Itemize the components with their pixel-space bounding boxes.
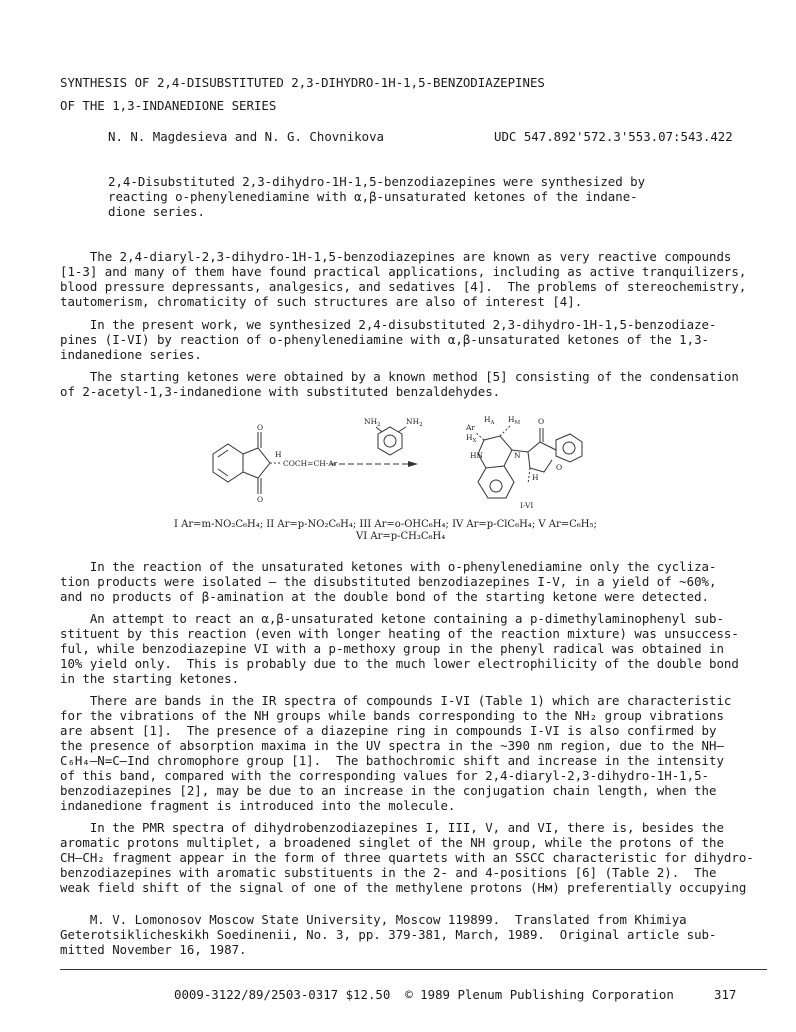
scheme-caption-line-2: VI Ar=p-CH₃C₆H₄ xyxy=(356,531,446,542)
body-line: 10% yield only. This is probably due to the much lower electrophilicity of the double bond xyxy=(60,656,739,671)
abstract-line: 2,4-Disubstituted 2,3-dihydro-1H-1,5-benzodiazepines were synthesized by xyxy=(108,174,646,189)
compound-range-label: I-VI xyxy=(520,501,534,510)
copyright-line: 0009-3122/89/2503-0317 $12.50 © 1989 Plenum Publishing Corporation xyxy=(174,987,674,1002)
title-line-2: OF THE 1,3-INDANEDIONE SERIES xyxy=(60,98,277,113)
body-line: the presence of absorption maxima in the UV spectra in the ~390 nm region, due to the NH— xyxy=(60,738,724,753)
body-line: of this band, compared with the corresponding values for 2,4-diaryl-2,3-dihydro-1H-1,5- xyxy=(60,768,710,783)
phenylenediamine-structure xyxy=(376,427,406,455)
body-line: tautomerism, chromaticity of such structures are also of interest [4]. xyxy=(60,294,583,309)
body-line: In the reaction of the unsaturated ketones with o-phenylenediamine only the cycliza- xyxy=(60,559,717,574)
benzodiazepine-structure xyxy=(475,426,582,498)
body-line: In the present work, we synthesized 2,4-disubstituted 2,3-dihydro-1H-1,5-benzodiaze- xyxy=(60,317,717,332)
footnote-line: M. V. Lomonosov Moscow State University, Moscow 119899. Translated from Khimiya xyxy=(60,912,687,927)
body-line: [1-3] and many of them have found practical applications, including as active tranquilizers, xyxy=(60,264,747,279)
body-line: are absent [1]. The presence of a diazepine ring in compounds I-VI is also confirmed by xyxy=(60,723,717,738)
scheme-h-label: H xyxy=(275,450,282,459)
scheme-o-label: O xyxy=(538,417,545,426)
reagent-nh2-left: $NH_2$ xyxy=(364,417,381,428)
hx-label: $H_X$ xyxy=(466,433,477,444)
hn-label: HN xyxy=(470,451,484,460)
scheme-o-label: O xyxy=(257,423,264,432)
scheme-chain-label: COCH=CH-Ar xyxy=(283,459,338,468)
abstract-line: reacting o-phenylenediamine with α,β-unsaturated ketones of the indane- xyxy=(108,189,638,204)
body-line: for the vibrations of the NH groups while bands corresponding to the NH₂ group vibrations xyxy=(60,708,724,723)
body-line: The 2,4-diaryl-2,3-dihydro-1H-1,5-benzodiazepines are known as very reactive compounds xyxy=(60,249,732,264)
body-line: of 2-acetyl-1,3-indanedione with substituted benzaldehydes. xyxy=(60,384,501,399)
body-line: indanedione fragment is introduced into the molecule. xyxy=(60,798,456,813)
body-line: pines (I-VI) by reaction of o-phenylenediamine with α,β-unsaturated ketones of the 1,3- xyxy=(60,332,710,347)
body-line: tion products were isolated — the disubstituted benzodiazepines I-V, in a yield of ~60%, xyxy=(60,574,717,589)
ar-label: Ar xyxy=(466,423,476,432)
body-line: An attempt to react an α,β-unsaturated ketone containing a p-dimethylaminophenyl sub- xyxy=(60,611,724,626)
footnote-line: Geterotsiklicheskikh Soedinenii, No. 3, pp. 379-381, March, 1989. Original article sub- xyxy=(60,927,717,942)
authors: N. N. Magdesieva and N. G. Chovnikova xyxy=(108,129,385,144)
body-line: CH—CH₂ fragment appear in the form of three quartets with an SSCC characteristic for dihydro- xyxy=(60,850,754,865)
body-line: There are bands in the IR spectra of compounds I-VI (Table 1) which are characteristic xyxy=(60,693,732,708)
reagent-nh2-right: $NH_2$ xyxy=(406,417,423,428)
ha-label: $H_A$ xyxy=(484,415,495,426)
body-line: benzodiazepines with aromatic substituents in the 2- and 4-positions [6] (Table 2). The xyxy=(60,865,717,880)
body-line: in the starting ketones. xyxy=(60,671,240,686)
body-line: C₆H₄—N=C—Ind chromophore group [1]. The bathochromic shift and increase in the intensity xyxy=(60,753,724,768)
body-line: ful, while benzodiazepine VI with a p-methoxy group in the phenyl radical was obtained in xyxy=(60,641,724,656)
body-line: indanedione series. xyxy=(60,347,202,362)
body-line: blood pressure depressants, analgesics, and sedatives [4]. The problems of stereochemistry, xyxy=(60,279,747,294)
indanedione-structure xyxy=(213,432,282,494)
body-line: benzodiazepines [2], may be due to an increase in the conjugation chain length, when the xyxy=(60,783,717,798)
scheme-o-label: O xyxy=(257,495,264,504)
hm-label: $H_M$ xyxy=(508,415,521,426)
n-label: N xyxy=(514,451,521,460)
title-line-1: SYNTHESIS OF 2,4-DISUBSTITUTED 2,3-DIHYDRO-1H-1,5-BENZODIAZEPINES xyxy=(60,75,545,90)
body-line: and no products of β-amination at the double bond of the starting ketone were detected. xyxy=(60,589,710,604)
body-line: In the PMR spectra of dihydrobenzodiazepines I, III, V, and VI, there is, besides the xyxy=(60,820,724,835)
body-line: weak field shift of the signal of one of the methylene protons (Hм) preferentially occupying xyxy=(60,880,747,895)
footnote-divider xyxy=(60,969,767,970)
h-label: H xyxy=(532,473,539,482)
page-number: 317 xyxy=(714,987,737,1002)
reaction-scheme xyxy=(0,410,796,515)
body-line: The starting ketones were obtained by a known method [5] consisting of the condensation xyxy=(60,369,739,384)
abstract-line: dione series. xyxy=(108,204,205,219)
udc-code: UDC 547.892'572.3'553.07:543.422 xyxy=(494,129,733,144)
scheme-caption-line-1: I Ar=m-NO₂C₆H₄; II Ar=p-NO₂C₆H₄; III Ar=o-OHC₆H₄; IV Ar=p-ClC₆H₄; V Ar=C₆H₅; xyxy=(174,519,597,530)
body-line: stituent by this reaction (even with longer heating of the reaction mixture) was unsuccess- xyxy=(60,626,739,641)
body-line: aromatic protons multiplet, a broadened singlet of the NH group, while the protons of the xyxy=(60,835,724,850)
scheme-o-label: O xyxy=(556,463,563,472)
footnote-line: mitted November 16, 1987. xyxy=(60,942,247,957)
